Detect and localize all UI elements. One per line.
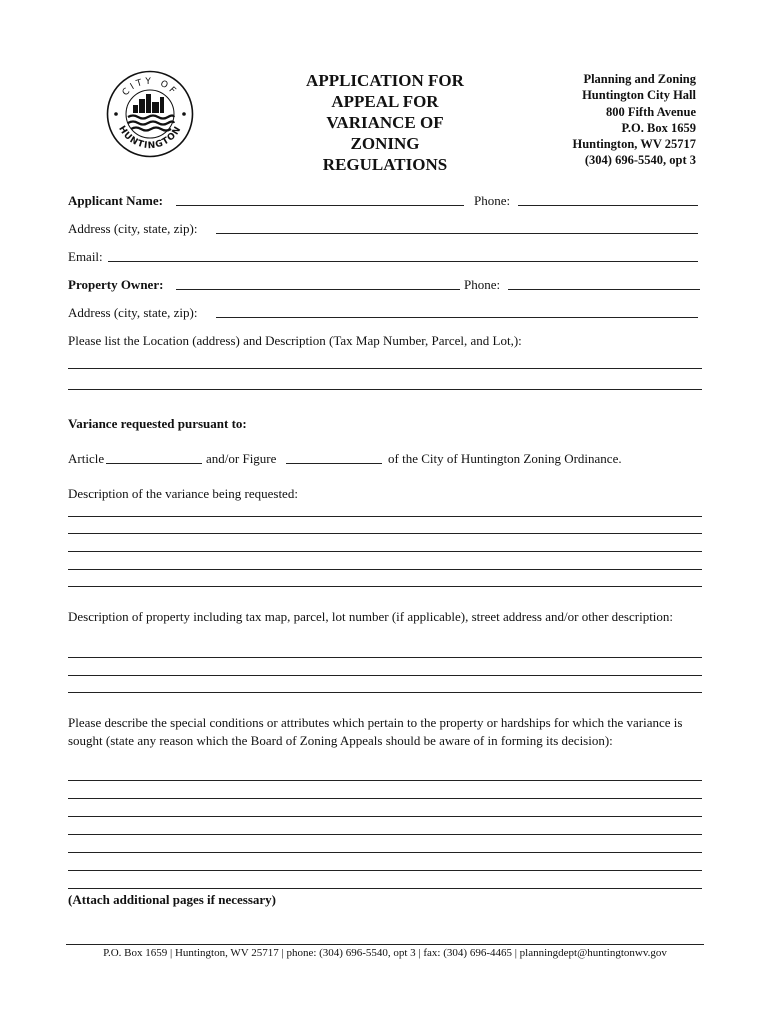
office-address [520,71,696,169]
applicant-phone-field[interactable] [518,205,698,206]
email-field[interactable] [108,261,698,262]
variance-description-line[interactable] [68,586,702,587]
location-line[interactable] [68,389,702,390]
footer-contact: P.O. Box 1659 | Huntington, WV 25717 | phone: (304) 696-5540, opt 3 | fax: (304) 696-4465 | planningdept@huntingtonwv.gov [103,947,667,959]
applicant-address-field[interactable] [216,233,698,234]
owner-phone-field[interactable] [508,289,700,290]
owner-address-row [68,305,702,321]
special-conditions-line[interactable] [68,780,702,781]
special-conditions-line[interactable] [68,816,702,817]
special-conditions-line[interactable] [68,888,702,889]
variance-description-line[interactable] [68,533,702,534]
figure-field[interactable] [286,463,382,464]
property-owner-label: Property Owner: [68,277,164,292]
special-conditions-prompt: Please describe the special conditions or attributes which pertain to the property or hardships for which the variance is sought (state any reason which the Board of Zoning Appeals should be aware of in forming its decision): [68,715,683,748]
figure-label: and/or Figure [206,451,277,466]
special-conditions-line[interactable] [68,852,702,853]
special-conditions-line[interactable] [68,834,702,835]
applicant-row [68,193,702,209]
variance-description-prompt: Description of the variance being requested: [68,486,298,501]
title-line: VARIANCE OF [326,113,444,132]
email-label: Email: [68,249,103,264]
attach-note: (Attach additional pages if necessary) [68,892,276,907]
owner-address-field[interactable] [216,317,698,318]
property-description-line[interactable] [68,675,702,676]
property-description-line[interactable] [68,657,702,658]
applicant-name-label: Applicant Name: [68,193,163,208]
property-owner-field[interactable] [176,289,460,290]
office-line: Huntington City Hall [582,88,696,103]
address-label: Address (city, state, zip): [68,221,198,236]
property-description-line[interactable] [68,692,702,693]
title-line: APPLICATION FOR [306,71,464,90]
footer-divider [66,944,704,945]
variance-description-line[interactable] [68,569,702,570]
property-description-prompt: Description of property including tax map, parcel, lot number (if applicable), street address and/or other description: [68,609,674,624]
seal-bottom-text: HUNTINGTON [116,124,184,152]
special-conditions-line[interactable] [68,798,702,799]
office-line: Huntington, WV 25717 [572,137,696,152]
title-line: APPEAL FOR [331,92,439,111]
variance-heading: Variance requested pursuant to: [68,416,247,431]
special-conditions-line[interactable] [68,870,702,871]
title-line: ZONING [350,134,420,153]
applicant-name-field[interactable] [176,205,464,206]
property-owner-row [68,277,702,293]
variance-description-line[interactable] [68,551,702,552]
article-label: Article [68,451,105,466]
phone-label: Phone: [464,277,501,292]
city-seal-logo [106,70,194,158]
email-row [68,249,702,265]
article-row [68,451,702,467]
variance-description-line[interactable] [68,516,702,517]
seal-top-text: CITY OF [120,76,180,99]
location-line[interactable] [68,368,702,369]
address-label: Address (city, state, zip): [68,305,198,320]
office-line: Planning and Zoning [583,72,696,86]
title-line: REGULATIONS [322,155,448,174]
phone-label: Phone: [474,193,511,208]
office-line: P.O. Box 1659 [621,120,696,135]
office-line: 800 Fifth Avenue [605,104,696,119]
ordinance-text: of the City of Huntington Zoning Ordinance. [388,451,622,466]
location-prompt: Please list the Location (address) and Description (Tax Map Number, Parcel, and Lot,): [68,333,522,348]
applicant-address-row [68,221,702,237]
article-field[interactable] [106,463,202,464]
form-title [280,70,490,175]
office-line: (304) 696-5540, opt 3 [584,153,696,168]
